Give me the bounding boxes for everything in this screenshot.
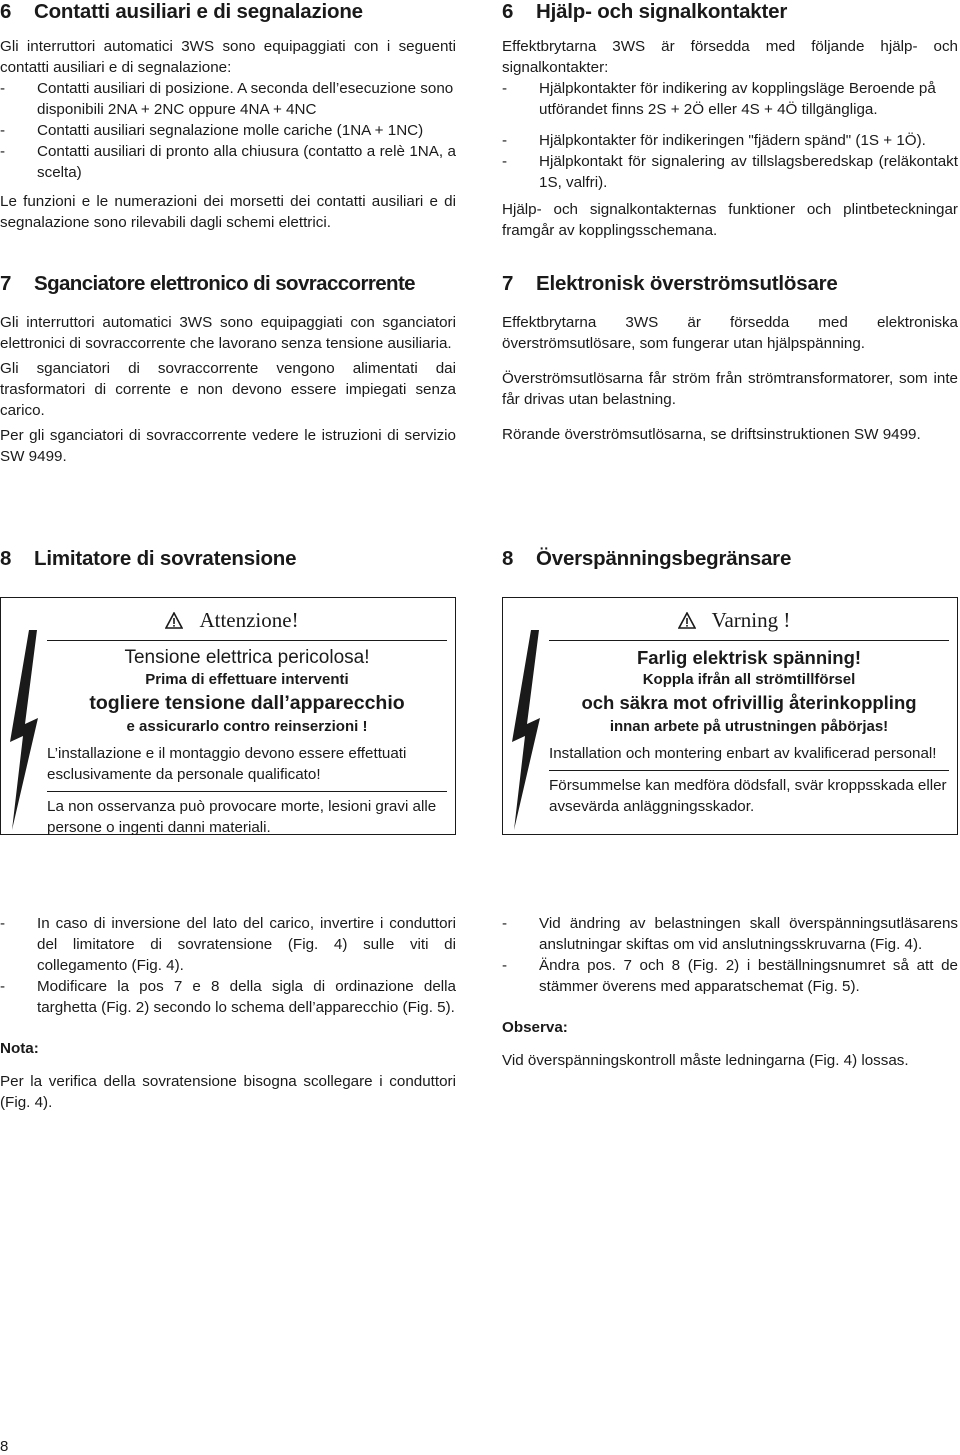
list-item: - Modificare la pos 7 e 8 della sigla di ordinazione della targhetta (Fig. 2) secondo lo schema dell’apparecchio (Fig. 5). (0, 976, 456, 1018)
intro-text: Gli interruttori automatici 3WS sono equipaggiati con i seguenti contatti ausiliari e di segnalazione: (0, 38, 456, 76)
section-title: Sganciatore elettronico di sovraccorrente (34, 272, 415, 295)
contact-list (502, 78, 958, 193)
section-7-sv (502, 272, 958, 445)
section-number: 7 (0, 272, 11, 295)
paragraph: Per gli sganciatori di sovraccorrente vedere le istruzioni di servizio SW 9499. (0, 427, 456, 465)
warning-title-text: Attenzione! (199, 608, 299, 632)
bottom-instructions-it (0, 913, 456, 1113)
warning-body: Försummelse kan medföra dödsfall, svär kroppsskada eller avsevärda anläggningsskador. (549, 777, 947, 815)
caution-line-2: togliere tensione dall’apparecchio (89, 692, 405, 714)
paragraph: Gli interruttori automatici 3WS sono equipaggiati con sganciatori elettronici di sovraccorrente che lavorano senza tensione ausiliaria. (0, 314, 456, 352)
section-number: 7 (502, 272, 514, 295)
divider (549, 640, 949, 641)
contact-list (0, 78, 456, 183)
list-item: - Ändra pos. 7 och 8 (Fig. 2) i beställningsnumret så att de stämmer överens med apparatschemat (Fig. 5). (502, 955, 958, 997)
note-label: Nota: (0, 1040, 39, 1057)
paragraph: Överströmsutlösarna får ström från strömtransformatorer, som inte får drivas utan belastning. (502, 370, 958, 408)
danger-heading: Tensione elettrica pericolosa! (124, 647, 370, 668)
section-6-sv (502, 0, 958, 241)
section-heading (0, 547, 456, 571)
warning-box (502, 597, 958, 835)
note-label: Observa: (502, 1019, 568, 1036)
divider (47, 640, 447, 641)
lightning-bolt-icon (509, 630, 543, 830)
warning-box (0, 597, 456, 835)
bottom-instructions-sv (502, 913, 958, 1071)
section-number: 8 (0, 547, 12, 570)
list-item: - Vid ändring av belastningen skall överspänningsutläsarens anslutningar skiftas om vid anslutningsskruvarna (Fig. 4). (502, 913, 958, 955)
lightning-bolt-icon (7, 630, 41, 830)
section-7-it (0, 272, 456, 467)
caution-line-1: Prima di effettuare interventi (145, 671, 349, 688)
section-title: Elektronisk överströmsutlösare (536, 272, 838, 295)
section-8-sv (502, 547, 958, 571)
section-title: Hjälp- och signalkontakter (536, 0, 788, 23)
list-item: - Hjälpkontakt för signalering av tillslagsberedskap (reläkontakt 1S, valfri). (502, 151, 958, 193)
list-item: - Hjälpkontakter för indikering av kopplingsläge Beroende på utförandet finns 2S + 2Ö eller 4S + 4Ö tillgängliga. (502, 78, 958, 120)
section-heading (502, 272, 958, 296)
warning-body: La non osservanza può provocare morte, lesioni gravi alle persone o ingenti danni materiali. (47, 798, 437, 836)
section-heading (502, 547, 958, 571)
section-number: 8 (502, 547, 514, 570)
intro-text: Effektbrytarna 3WS är försedda med följande hjälp- och signalkontakter: (502, 38, 958, 76)
warning-triangle-icon (165, 612, 183, 629)
instruction-list (0, 913, 456, 1018)
page-number: 8 (0, 1438, 9, 1455)
paragraph: Effektbrytarna 3WS är försedda med elektroniska överströmsutlösare, som fungerar utan hjälpspänning. (502, 314, 958, 352)
paragraph: Rörande överströmsutlösarna, se driftsinstruktionen SW 9499. (502, 426, 921, 443)
warning-title (17, 606, 447, 634)
section-heading (0, 0, 456, 24)
list-item: - Contatti ausiliari di pronto alla chiusura (contatto a relè 1NA, a scelta) (0, 141, 456, 183)
note-text: Per la verifica della sovratensione bisogna scollegare i conduttori (Fig. 4). (0, 1073, 456, 1111)
caution-line-3: innan arbete på utrustningen påbörjas! (609, 718, 889, 735)
list-item: - Contatti ausiliari di posizione. A seconda dell’esecuzione sono disponibili 2NA + 2NC oppure 4NA + 4NC (0, 78, 456, 120)
divider (47, 791, 447, 792)
warning-title-text: Varning ! (711, 608, 791, 632)
section-8-it (0, 547, 456, 571)
outro-text: Le funzioni e le numerazioni dei morsetti dei contatti ausiliari e di segnalazione sono rilevabili dagli schemi elettrici. (0, 193, 456, 231)
section-heading (0, 272, 456, 296)
warning-body: Installation och montering enbart av kvalificerad personal! (549, 745, 937, 762)
caution-line-3: e assicurarlo contro reinserzioni ! (126, 718, 368, 735)
section-heading (502, 0, 958, 24)
paragraph: Gli sganciatori di sovraccorrente vengono alimentati dai trasformatori di corrente e non devono essere impiegati senza carico. (0, 360, 456, 419)
section-6-it (0, 0, 456, 233)
section-title: Limitatore di sovratensione (34, 547, 297, 570)
caution-line-2: och säkra mot ofrivillig återinkoppling (581, 692, 917, 713)
caution-line-1: Koppla ifrån all strömtillförsel (642, 671, 856, 688)
divider (549, 770, 949, 771)
instruction-list (502, 913, 958, 997)
list-item: - Hjälpkontakter för indikeringen "fjädern spänd" (1S + 1Ö). (502, 130, 958, 151)
warning-title (519, 606, 949, 634)
danger-heading: Farlig elektrisk spänning! (636, 647, 862, 668)
section-number: 6 (502, 0, 514, 23)
outro-text: Hjälp- och signalkontakternas funktioner och plintbeteckningar framgår av kopplingsschemana. (502, 201, 958, 239)
list-item: - Contatti ausiliari segnalazione molle cariche (1NA + 1NC) (0, 120, 456, 141)
list-item: - In caso di inversione del lato del carico, invertire i conduttori del limitatore di sovratensione (Fig. 4) sulle viti di collegamento (Fig. 4). (0, 913, 456, 976)
warning-body: L’installazione e il montaggio devono essere effettuati esclusivamente da personale qualificato! (47, 745, 407, 783)
section-title: Contatti ausiliari e di segnalazione (34, 0, 363, 23)
section-number: 6 (0, 0, 12, 23)
warning-triangle-icon (678, 612, 696, 629)
note-text: Vid överspänningskontroll måste ledningarna (Fig. 4) lossas. (502, 1052, 909, 1069)
section-title: Överspänningsbegränsare (536, 547, 792, 570)
